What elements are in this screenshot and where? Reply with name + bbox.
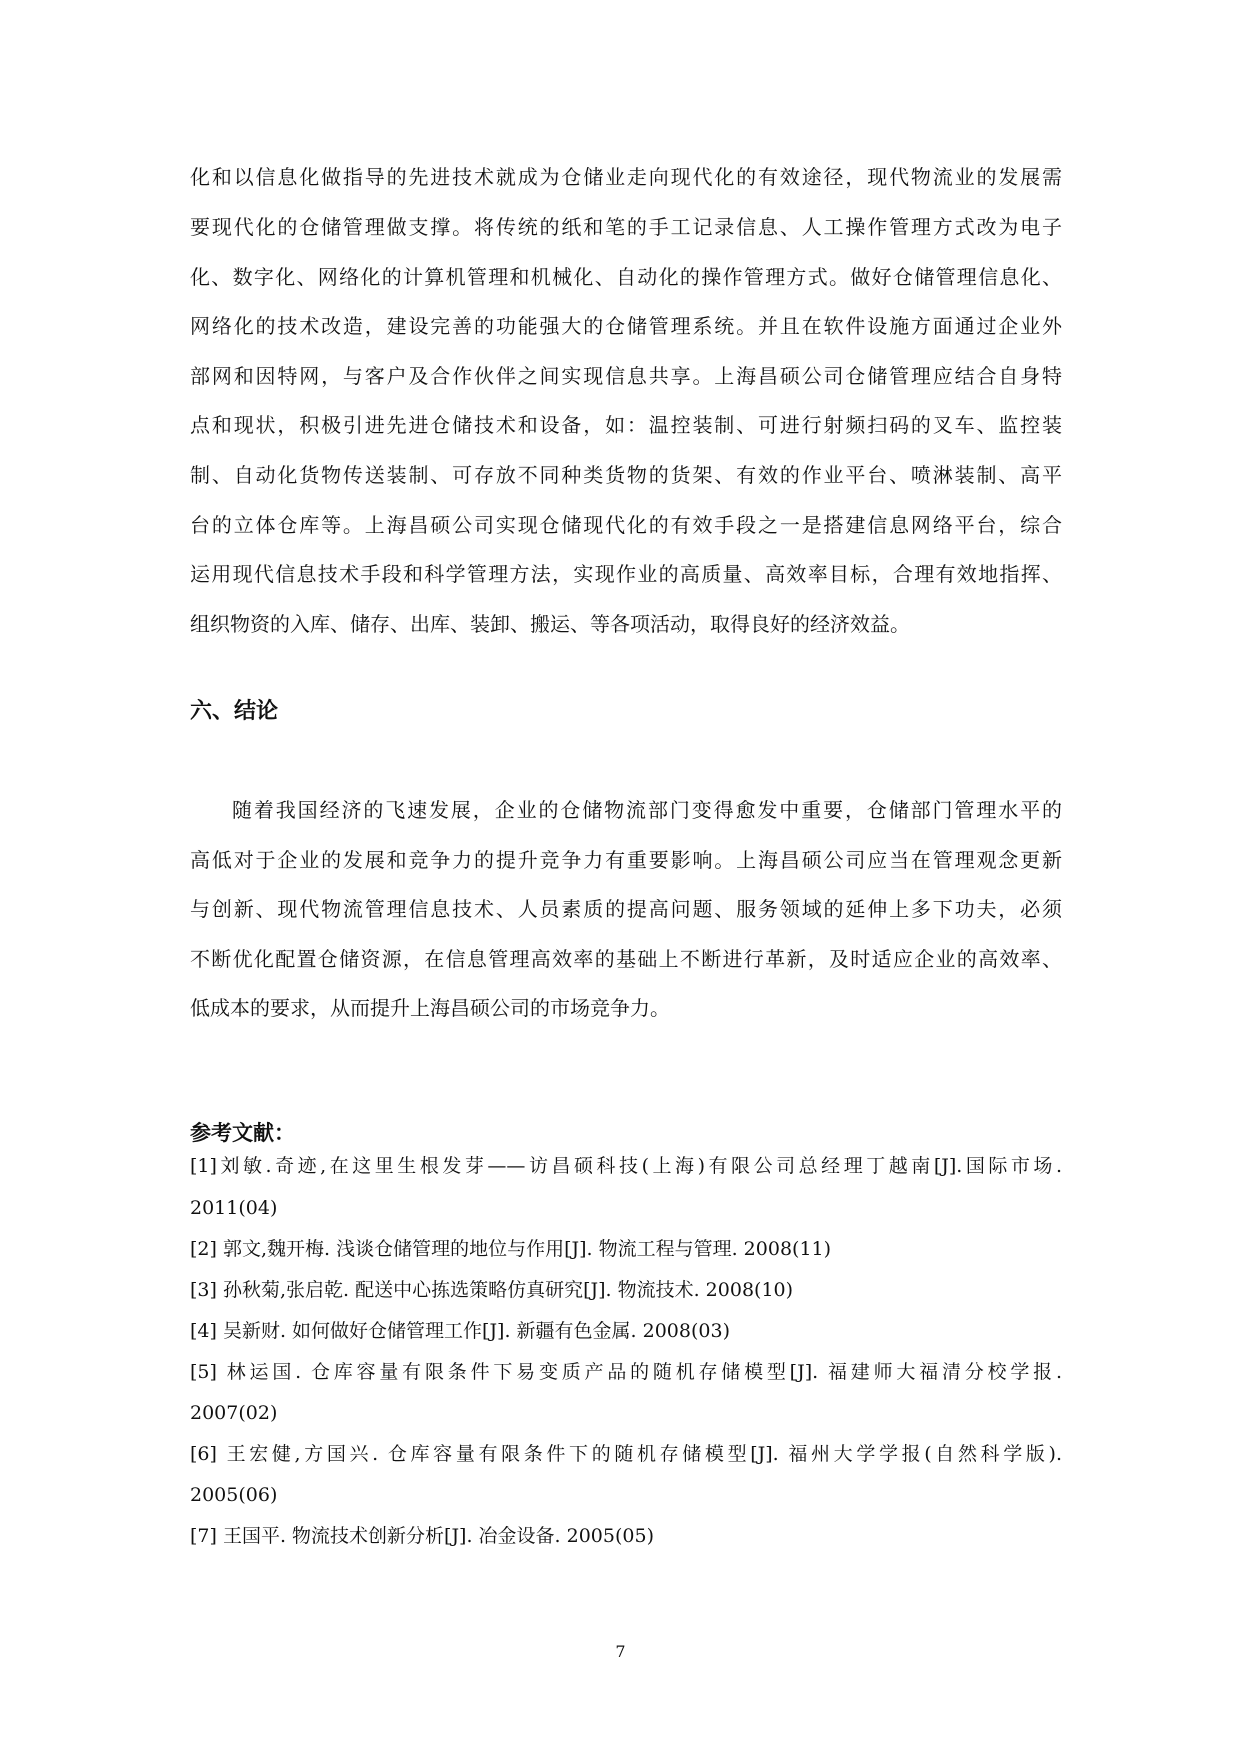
paragraph-line: 组织物资的入库、储存、出库、装卸、搬运、等各项活动，取得良好的经济效益。 [190, 612, 910, 636]
paragraph-line: 与创新、现代物流管理信息技术、人员素质的提高问题、服务领域的延伸上多下功夫，必须 [190, 897, 1062, 921]
page-number: 7 [615, 1642, 626, 1661]
paragraph-line: 网络化的技术改造，建设完善的功能强大的仓储管理系统。并且在软件设施方面通过企业外 [190, 314, 1062, 338]
paragraph-line: 随着我国经济的飞速发展，企业的仓储物流部门变得愈发中重要，仓储部门管理水平的 [232, 798, 1062, 822]
paragraph-line: 高低对于企业的发展和竞争力的提升竞争力有重要影响。上海昌硕公司应当在管理观念更新 [190, 848, 1062, 872]
paragraph-line: 不断优化配置仓储资源，在信息管理高效率的基础上不断进行革新，及时适应企业的高效率、 [190, 947, 1062, 971]
paragraph-line: 化、数字化、网络化的计算机管理和机械化、自动化的操作管理方式。做好仓储管理信息化、 [190, 265, 1062, 289]
conclusion-heading: 六、结论 [190, 699, 279, 724]
reference-item: 2005(06) [190, 1484, 278, 1506]
paragraph-line: 制、自动化货物传送装制、可存放不同种类货物的货架、有效的作业平台、喷淋装制、高平 [190, 463, 1062, 487]
reference-item: 2011(04) [190, 1197, 278, 1219]
reference-item: [4] 吴新财. 如何做好仓储管理工作[J]. 新疆有色金属. 2008(03) [190, 1320, 730, 1342]
paragraph-line: 运用现代信息技术手段和科学管理方法，实现作业的高质量、高效率目标，合理有效地指挥、 [190, 562, 1062, 586]
paragraph-line: 低成本的要求，从而提升上海昌硕公司的市场竞争力。 [190, 996, 670, 1020]
paragraph-line: 化和以信息化做指导的先进技术就成为仓储业走向现代化的有效途径，现代物流业的发展需 [190, 165, 1062, 189]
reference-item: 2007(02) [190, 1402, 278, 1424]
paragraph-line: 台的立体仓库等。上海昌硕公司实现仓储现代化的有效手段之一是搭建信息网络平台，综合 [190, 513, 1062, 537]
paragraph-line: 部网和因特网，与客户及合作伙伴之间实现信息共享。上海昌硕公司仓储管理应结合自身特 [190, 364, 1062, 388]
reference-item: [2] 郭文,魏开梅. 浅谈仓储管理的地位与作用[J]. 物流工程与管理. 2008(11) [190, 1238, 832, 1260]
reference-item: [6] 王宏健,方国兴. 仓库容量有限条件下的随机存储模型[J]. 福州大学学报(自然科学版). [190, 1443, 1062, 1465]
reference-item: [1]刘敏.奇迹,在这里生根发芽——访昌硕科技(上海)有限公司总经理丁越南[J].国际市场. [190, 1155, 1062, 1177]
paragraph-line: 要现代化的仓储管理做支撑。将传统的纸和笔的手工记录信息、人工操作管理方式改为电子 [190, 215, 1062, 239]
reference-item: [3] 孙秋菊,张启乾. 配送中心拣选策略仿真研究[J]. 物流技术. 2008(10) [190, 1279, 794, 1301]
reference-item: [7] 王国平. 物流技术创新分析[J]. 冶金设备. 2005(05) [190, 1525, 654, 1547]
references-heading: 参考文献： [190, 1121, 295, 1145]
reference-item: [5] 林运国. 仓库容量有限条件下易变质产品的随机存储模型[J]. 福建师大福清分校学报. [190, 1361, 1062, 1383]
paragraph-line: 点和现状，积极引进先进仓储技术和设备，如：温控装制、可进行射频扫码的叉车、监控装 [190, 413, 1062, 437]
